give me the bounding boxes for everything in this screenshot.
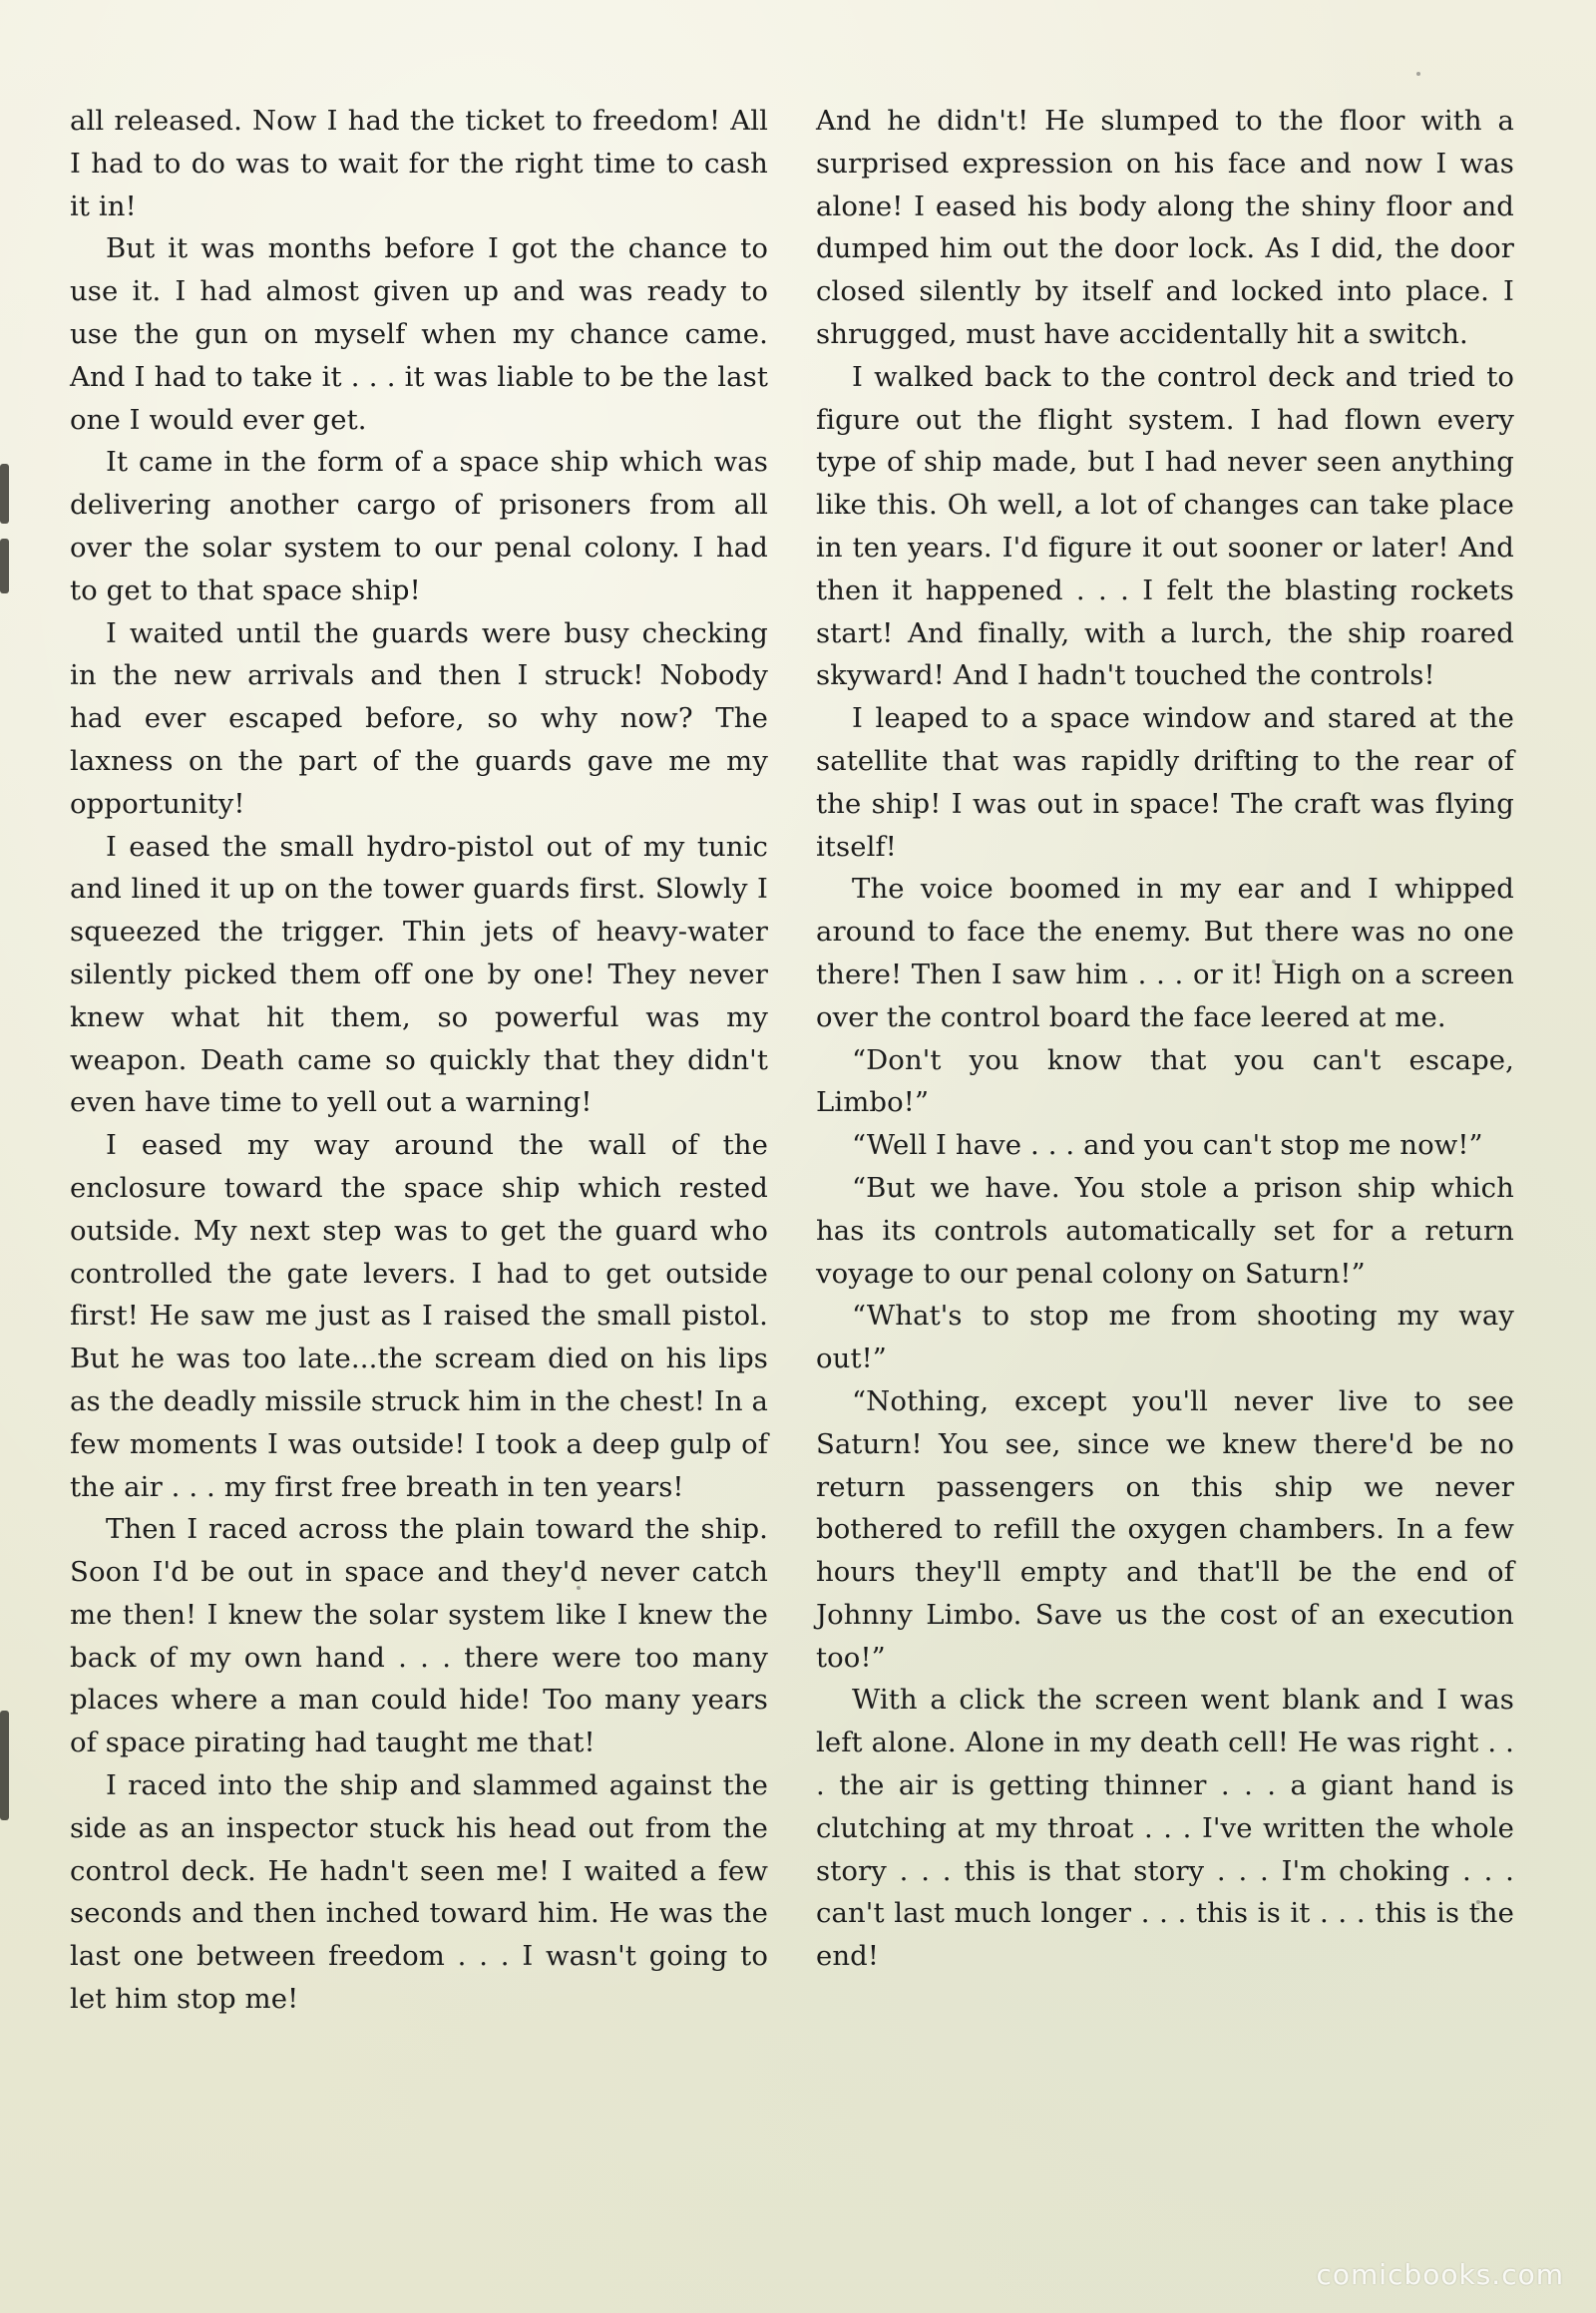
- story-paragraph: I walked back to the control deck and tried to figure out the flight system. I had flown every type of ship made, but I had never seen anything like this. Oh well, a lot of changes can take place in ten years. I'd figure it out sooner or later! And then it happened . . . I felt the blasting rockets start! And finally, with a lurch, the ship roared skyward! And I hadn't touched the controls!: [816, 360, 1514, 692]
- story-paragraph: Then I raced across the plain toward the ship. Soon I'd be out in space and they'd never catch me then! I knew the solar system like I knew the back of my own hand . . . there were too many places where a man could hide! Too many years of space pirating had taught me that!: [70, 1513, 768, 1759]
- binding-mark: [0, 464, 9, 524]
- story-paragraph: all released. Now I had the ticket to freedom! All I had to do was to wait for the right time to cash it in!: [70, 105, 768, 222]
- story-paragraph: But it was months before I got the chance to use it. I had almost given up and was ready to use the gun on myself when my chance came. And I had to take it . . . it was liable to be the last one I would ever get.: [70, 232, 768, 436]
- story-paragraph: And he didn't! He slumped to the floor with a surprised expression on his face and now I was alone! I eased his body along the shiny floor and dumped him out the door lock. As I did, the door closed silently by itself and locked into place. I shrugged, must have accidentally hit a switch.: [816, 105, 1514, 350]
- story-paragraph: I leaped to a space window and stared at the satellite that was rapidly drifting to the rear of the ship! I was out in space! The craft was flying itself!: [816, 702, 1514, 863]
- binding-mark: [0, 1711, 9, 1820]
- site-watermark: comicbooks.com: [1316, 2258, 1564, 2291]
- left-text-column: [70, 100, 768, 2021]
- story-paragraph: With a click the screen went blank and I was left alone. Alone in my death cell! He was right . . . the air is getting thinner . . . a giant hand is clutching at my throat . . . I've written the whole story . . . this is that story . . . I'm choking . . . can't last much longer . . . this is it . . . this is the end!: [816, 1684, 1514, 1973]
- right-text-column: [816, 100, 1514, 1978]
- story-paragraph: I raced into the ship and slammed against the side as an inspector stuck his head out from the control deck. He hadn't seen me! I waited a few seconds and then inched toward him. He was the last one between freedom . . . I wasn't going to let him stop me!: [70, 1769, 768, 2016]
- story-paragraph: I eased my way around the wall of the enclosure toward the space ship which rested outside. My next step was to get the guard who controlled the gate levers. I had to get outside first! He saw me just as I raised the small pistol. But he was too late...the scream died on his lips as the deadly missile struck him in the chest! In a few moments I was outside! I took a deep gulp of the air . . . my first free breath in ten years!: [70, 1129, 769, 1503]
- dialogue-line: “Nothing, except you'll never live to see Saturn! You see, since we knew there'd be no return passengers on this ship we never bothered to refill the oxygen chambers. In a few hours they'll empty and that'll be the end of Johnny Limbo. Save us the cost of an execution too!”: [816, 1384, 1514, 1674]
- story-paragraph: It came in the form of a space ship which was delivering another cargo of prisoners from all over the solar system to our penal colony. I had to get to that space ship!: [70, 446, 768, 606]
- story-paragraph: I eased the small hydro-pistol out of my tunic and lined it up on the tower guards first. Slowly I squeezed the trigger. Thin jets of heavy-water silently picked them off one by one! They never knew what hit them, so powerful was my weapon. Death came so quickly that they didn't even have time to yell out a warning!: [70, 830, 768, 1119]
- story-paragraph: The voice boomed in my ear and I whipped around to face the enemy. But there was no one there! Then I saw him . . . or it! High on a screen over the control board the face leered at me.: [816, 873, 1514, 1033]
- story-paragraph: I waited until the guards were busy checking in the new arrivals and then I struck! Nobody had ever escaped before, so why now? The laxness on the part of the guards gave me my opportunity!: [70, 616, 768, 820]
- binding-mark: [0, 539, 9, 593]
- dialogue-line: “But we have. You stole a prison ship which has its controls automatically set for a return voyage to our penal colony on Saturn!”: [816, 1171, 1514, 1290]
- dialogue-line: “What's to stop me from shooting my way out!”: [816, 1300, 1514, 1375]
- dialogue-line: “Well I have . . . and you can't stop me now!”: [852, 1129, 1483, 1162]
- print-speck: [1416, 72, 1420, 76]
- dialogue-line: “Don't you know that you can't escape, Limbo!”: [816, 1043, 1514, 1119]
